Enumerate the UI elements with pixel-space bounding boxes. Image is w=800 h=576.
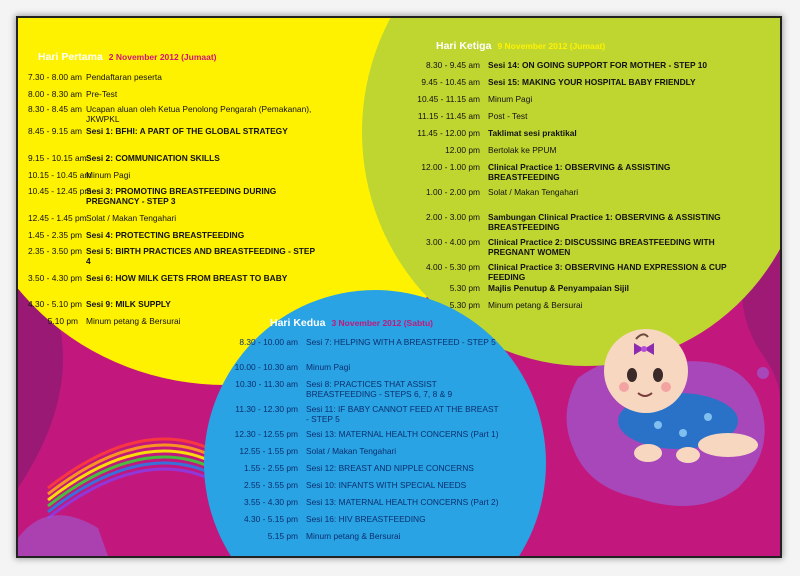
- session-description: Sesi 10: INFANTS WITH SPECIAL NEEDS: [306, 480, 467, 490]
- session-time: 8.00 - 8.30 am: [28, 89, 83, 99]
- session-description: Sesi 6: HOW MILK GETS FROM BREAST TO BABY: [86, 273, 288, 283]
- session-time: 4.30 - 5.10 pm: [28, 299, 83, 309]
- day3-heading: [436, 40, 605, 52]
- session-time: 11.15 - 11.45 am: [417, 111, 480, 121]
- session-time: 12.00 pm: [445, 145, 480, 155]
- session-time: 12.00 - 1.00 pm: [421, 162, 480, 172]
- session-description: Sesi 11: IF BABY CANNOT FEED AT THE BREAST - STEP 5: [306, 404, 499, 424]
- session-time: 1.45 - 2.35 pm: [28, 230, 83, 240]
- session-description: Pre-Test: [86, 89, 118, 99]
- day1-heading: [38, 51, 217, 63]
- session-time: 8.30 - 10.00 am: [239, 337, 298, 347]
- session-time: 12.30 - 12.55 pm: [234, 429, 298, 439]
- session-description: Sesi 8: PRACTICES THAT ASSIST BREASTFEEDING - STEPS 6, 7, 8 & 9: [306, 379, 453, 399]
- schedule-poster: [18, 18, 780, 556]
- session-description: Sesi 4: PROTECTING BREASTFEEDING: [86, 230, 245, 240]
- session-description: Bertolak ke PPUM: [488, 145, 557, 155]
- session-description: Sesi 9: MILK SUPPLY: [86, 299, 171, 309]
- session-time: 1.00 - 2.00 pm: [425, 187, 480, 197]
- session-time: 8.30 - 8.45 am: [28, 104, 83, 114]
- session-description: Taklimat sesi praktikal: [488, 128, 577, 138]
- session-description: Minum petang & Bersurai: [306, 531, 401, 541]
- session-description: Majlis Penutup & Penyampaian Sijil: [488, 283, 630, 293]
- session-time: 5.30 pm: [449, 300, 480, 310]
- session-description: Solat / Makan Tengahari: [488, 187, 579, 197]
- day1-title: Hari Pertama: [38, 51, 103, 63]
- session-description: Solat / Makan Tengahari: [306, 446, 397, 456]
- session-time: 10.00 - 10.30 am: [234, 362, 298, 372]
- session-time: 7.30 - 8.00 am: [28, 72, 83, 82]
- session-description: Sesi 7: HELPING WITH A BREASTFEED - STEP 5: [306, 337, 496, 347]
- session-description: Sesi 2: COMMUNICATION SKILLS: [86, 153, 220, 163]
- session-time: 10.15 - 10.45 am: [28, 170, 92, 180]
- session-time: 5.10 pm: [47, 316, 78, 326]
- session-time: 11.45 - 12.00 pm: [417, 128, 480, 138]
- session-time: 2.35 - 3.50 pm: [28, 246, 83, 256]
- session-time: 5.15 pm: [267, 531, 298, 541]
- session-description: Sesi 1: BFHI: A PART OF THE GLOBAL STRATEGY: [86, 126, 288, 136]
- session-description: Sesi 3: PROMOTING BREASTFEEDING DURING PREGNANCY - STEP 3: [86, 186, 277, 206]
- session-description: Sesi 16: HIV BREASTFEEDING: [306, 514, 426, 524]
- session-time: 8.30 - 9.45 am: [425, 60, 480, 70]
- crawling-baby-icon: [588, 313, 768, 473]
- session-time: 10.45 - 12.45 pm: [28, 186, 92, 196]
- session-time: 9.45 - 10.45 am: [421, 77, 480, 87]
- day3-date: 9 November 2012 (Jumaat): [497, 41, 606, 51]
- session-description: Ucapan aluan oleh Ketua Penolong Pengarah (Pemakanan), JKWPKL: [86, 104, 312, 124]
- session-time: 5.30 pm: [449, 283, 480, 293]
- session-description: Sesi 13: MATERNAL HEALTH CONCERNS (Part 2): [306, 497, 499, 507]
- session-time: 3.50 - 4.30 pm: [28, 273, 83, 283]
- day2-title: Hari Kedua: [270, 317, 326, 329]
- session-description: Sesi 14: ON GOING SUPPORT FOR MOTHER - STEP 10: [488, 60, 708, 70]
- session-time: 3.00 - 4.00 pm: [425, 237, 480, 247]
- session-description: Sesi 13: MATERNAL HEALTH CONCERNS (Part 1): [306, 429, 499, 439]
- session-description: Minum Pagi: [488, 94, 533, 104]
- session-time: 10.45 - 11.15 am: [417, 94, 480, 104]
- session-description: Sesi 5: BIRTH PRACTICES AND BREASTFEEDING - STEP 4: [86, 246, 315, 266]
- session-description: Minum Pagi: [86, 170, 131, 180]
- session-description: Minum Pagi: [306, 362, 351, 372]
- session-description: Minum petang & Bersurai: [86, 316, 181, 326]
- session-description: Sesi 12: BREAST AND NIPPLE CONCERNS: [306, 463, 474, 473]
- day1-date: 2 November 2012 (Jumaat): [108, 52, 217, 62]
- day2-date: 3 November 2012 (Sabtu): [331, 318, 434, 328]
- session-time: 3.55 - 4.30 pm: [243, 497, 298, 507]
- session-time: 2.55 - 3.55 pm: [243, 480, 298, 490]
- session-time: 8.45 - 9.15 am: [28, 126, 83, 136]
- session-description: Pendaftaran peserta: [86, 72, 162, 82]
- session-time: 10.30 - 11.30 am: [235, 379, 298, 389]
- session-description: Sesi 15: MAKING YOUR HOSPITAL BABY FRIENDLY: [488, 77, 696, 87]
- session-description: Clinical Practice 1: OBSERVING & ASSISTING BREASTFEEDING: [488, 162, 671, 182]
- day2-heading: [270, 317, 433, 329]
- session-time: 9.15 - 10.15 am: [28, 153, 87, 163]
- session-time: 1.55 - 2.55 pm: [243, 463, 298, 473]
- session-description: Post - Test: [488, 111, 528, 121]
- session-time: 2.00 - 3.00 pm: [425, 212, 480, 222]
- session-description: Sambungan Clinical Practice 1: OBSERVING & ASSISTING BREASTFEEDING: [488, 212, 721, 232]
- session-description: Minum petang & Bersurai: [488, 300, 583, 310]
- session-description: Clinical Practice 2: DISCUSSING BREASTFEEDING WITH PREGNANT WOMEN: [488, 237, 715, 257]
- day3-title: Hari Ketiga: [436, 40, 492, 52]
- session-time: 11.30 - 12.30 pm: [235, 404, 298, 414]
- session-description: Solat / Makan Tengahari: [86, 213, 177, 223]
- session-time: 12.45 - 1.45 pm: [28, 213, 87, 223]
- rainbow-icon: [48, 439, 208, 518]
- session-time: 4.00 - 5.30 pm: [425, 262, 480, 272]
- session-time: 12.55 - 1.55 pm: [239, 446, 298, 456]
- session-time: 4.30 - 5.15 pm: [243, 514, 298, 524]
- session-description: Clinical Practice 3: OBSERVING HAND EXPRESSION & CUP FEEDING: [488, 262, 727, 282]
